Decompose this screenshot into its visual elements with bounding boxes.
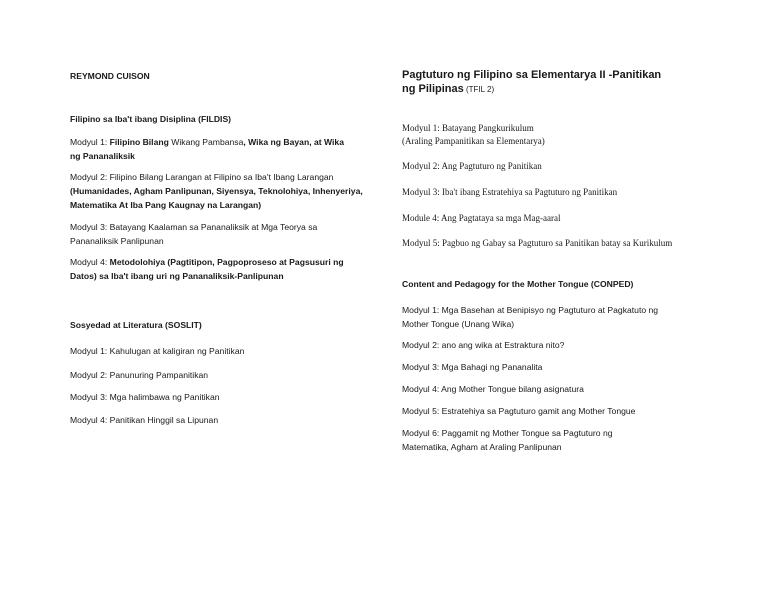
soslit-modyul-4 [70, 413, 218, 427]
conped-modyul-4: Modyul 4: Ang Mother Tongue bilang asignatura [402, 384, 584, 394]
soslit-modyul-2: Modyul 2: Panunuring Pampanitikan [70, 370, 209, 380]
label: Modyul 1: [70, 346, 110, 356]
course-code: (TFIL 2) [463, 85, 495, 94]
text: Kahulugan at kaligiran ng Panitikan [109, 346, 245, 356]
fildis-modyul-3-line-1: Modyul 3: Batayang Kaalaman sa Pananaliksik at Mga Teorya sa [70, 222, 318, 232]
title-text: ng Pilipinas [402, 83, 464, 95]
fildis-modyul-2-line-3: Matematika At Iba Pang Kaugnay na Larangan) [70, 200, 262, 210]
tfil-modyul-3: Modyul 3: Iba't ibang Estratehiya sa Pagtuturo ng Panitikan [402, 187, 618, 197]
soslit-modyul-1 [70, 344, 244, 358]
text: Panitikan Hinggil sa Lipunan [109, 415, 219, 425]
tfil-modyul-1-line-1: Modyul 1: Batayang Pangkurikulum [402, 123, 534, 133]
conped-modyul-1-line-1: Modyul 1: Mga Basehan at Benipisyo ng Pagtuturo at Pagkatuto ng [402, 305, 659, 315]
fildis-modyul-1-line-1 [70, 135, 344, 149]
conped-modyul-6-line-1: Modyul 6: Paggamit ng Mother Tongue sa Pagtuturo ng [402, 428, 613, 438]
conped-modyul-6-line-2: Matematika, Agham at Araling Panlipunan [402, 442, 562, 452]
tfil-title-line-1: Pagtuturo ng Filipino sa Elementarya II -Panitikan [402, 69, 662, 81]
fildis-modyul-4-line-2: Datos) sa Iba't ibang uri ng Pananaliksik-Panlipunan [70, 271, 284, 281]
conped-modyul-1-line-2: Mother Tongue (Unang Wika) [402, 319, 515, 329]
emphasis: Filipino Bilang [109, 137, 169, 147]
tfil-modyul-5: Modyul 5: Pagbuo ng Gabay sa Pagtuturo sa Panitikan batay sa Kurikulum [402, 238, 673, 248]
conped-title: Content and Pedagogy for the Mother Tongue (CONPED) [402, 279, 634, 289]
label: Modyul 4: [70, 415, 110, 425]
author-name: REYMOND CUISON [70, 71, 150, 81]
text: Wikang Pambansa [168, 137, 244, 147]
label: Modyul 1: [70, 137, 110, 147]
conped-modyul-2: Modyul 2: ano ang wika at Estraktura nito? [402, 340, 565, 350]
fildis-modyul-2-line-1: Modyul 2: Filipino Bilang Larangan at Filipino sa Iba't Ibang Larangan [70, 172, 334, 182]
tfil-title-line-2 [402, 82, 494, 97]
tfil-module-4: Module 4: Ang Pagtataya sa mga Mag-aaral [402, 213, 561, 223]
fildis-modyul-2-line-2: (Humanidades, Agham Panlipunan, Siyensya, Teknolohiya, Inhenyeriya, [70, 186, 363, 196]
fildis-title: Filipino sa Iba't ibang Disiplina (FILDIS) [70, 114, 232, 124]
tfil-modyul-2: Modyul 2: Ang Pagtuturo ng Panitikan [402, 161, 542, 171]
fildis-modyul-1-line-2: ng Pananaliksik [70, 151, 135, 161]
tfil-modyul-1-line-2: (Araling Pampanitikan sa Elementarya) [402, 136, 545, 146]
conped-modyul-5: Modyul 5: Estratehiya sa Pagtuturo gamit ang Mother Tongue [402, 406, 636, 416]
fildis-modyul-4-line-1 [70, 255, 344, 269]
text: (Pagtitipon, Pagpoproseso at Pagsusuri ng [165, 257, 344, 267]
label: Modyul 4: [70, 257, 110, 267]
conped-modyul-3: Modyul 3: Mga Bahagi ng Pananalita [402, 362, 543, 372]
fildis-modyul-3-line-2: Pananaliksik Panlipunan [70, 236, 164, 246]
soslit-title: Sosyedad at Literatura (SOSLIT) [70, 320, 202, 330]
emphasis: Metodolohiya [109, 257, 166, 267]
emphasis: , Wika ng Bayan, at Wika [243, 137, 344, 147]
soslit-modyul-3: Modyul 3: Mga halimbawa ng Panitikan [70, 392, 220, 402]
